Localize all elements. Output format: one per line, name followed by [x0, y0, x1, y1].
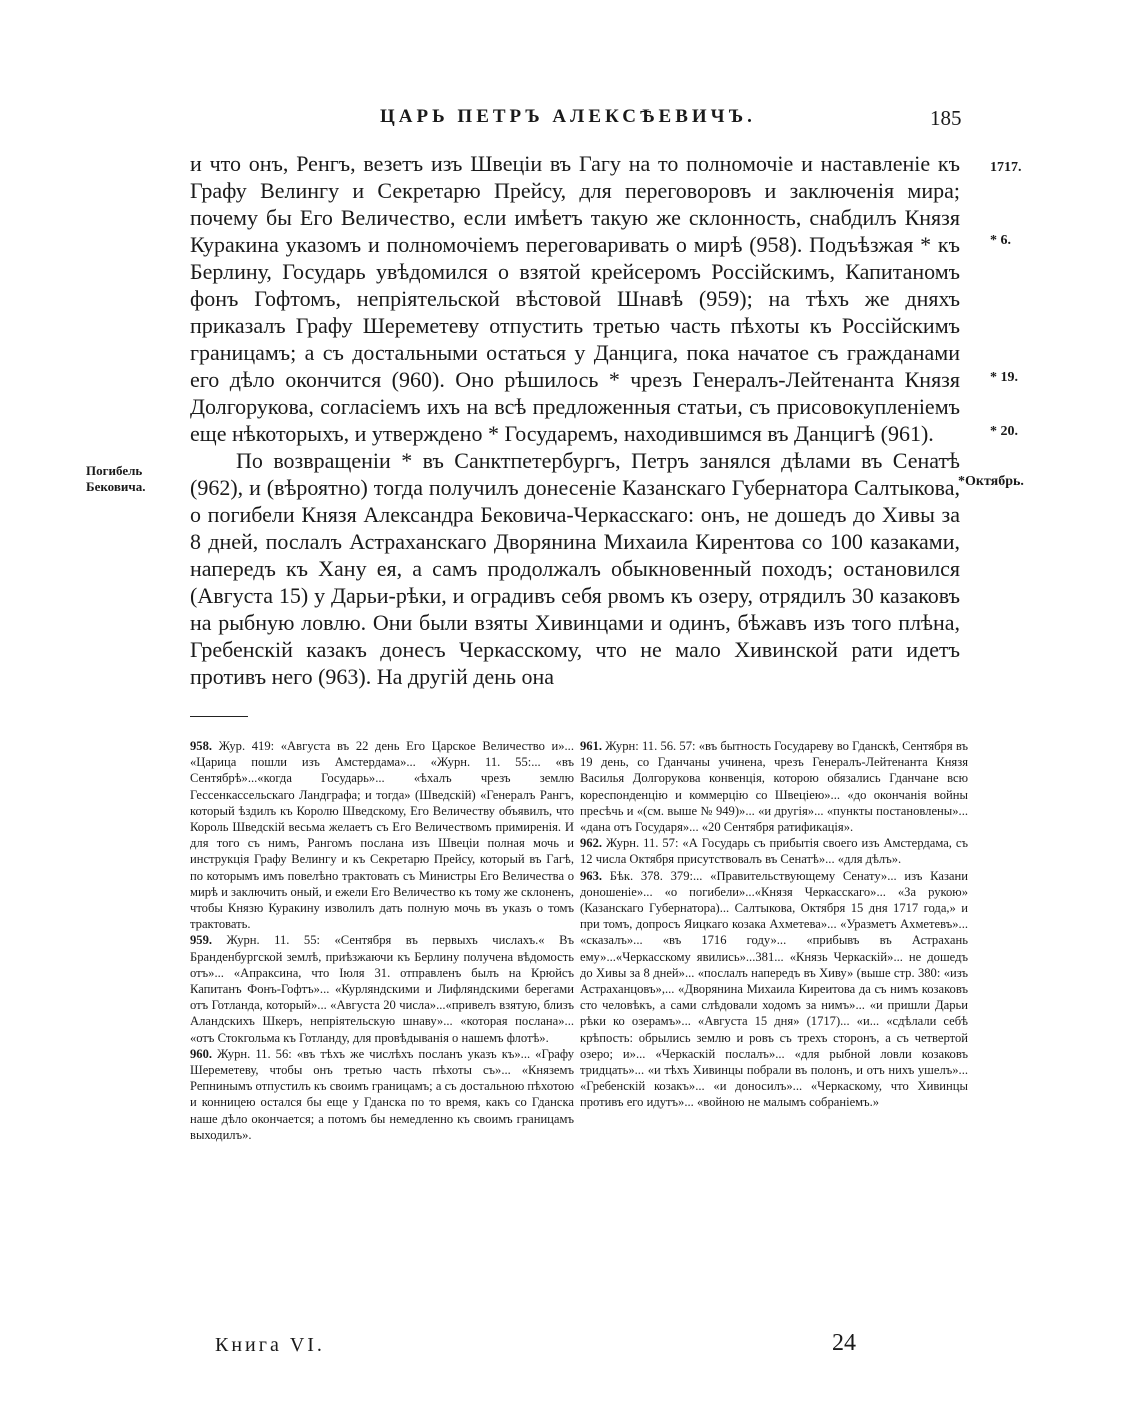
page-number: 185: [930, 106, 962, 130]
footnote-text: Журн. 11. 57: «А Государь съ прибытiя своего изъ Амстердама, съ 12 числа Октября присутствовалъ въ Сенатѣ»... «для дѣлъ».: [580, 836, 969, 867]
footnote-text: Журн. 11. 55: «Сентября въ первыхъ числахъ.« Въ Бранденбургской землѣ, приѣзжаючи къ Берлину получена вѣдомость отъ»... «Апраксина, что Iюля 31. отправленъ былъ на Крюйсъ Капитанъ Фонъ-Гофтъ»... «Курляндскими и Лифляндскими берегами отъ Готланда, который»... «Августа 20 числа»...«привелъ взятую, близъ Аландскихъ Шкеръ, непрiятельскую шнаву»... «которая послана»... «отъ Стокгольма къ Готланду, для провѣдыванiя о нашемъ флотѣ».: [190, 933, 574, 1045]
footnote: [190, 932, 574, 1045]
margin-note-year: 1717.: [990, 160, 1022, 175]
footnote-number: 959.: [190, 933, 213, 948]
footnotes-right-column: [580, 738, 968, 1111]
footnote-text: Жур. 419: «Августа въ 22 день Его Царское Величество и»... «Царица пошли изъ Амстердама»... «Журн. 11. 55:... «въ Сентябрѣ»...«когда Государь»... «ѣхалъ чрезъ землю Гессенкассельскаго Ландграфа; и тогда» (Шведскiй) «Генералъ Рангъ, который ѣздилъ къ Королю Шведскому, Его Величеству объявилъ, что Король Шведскiй весьма желаетъ съ Его Величествомъ примиренiя. И для того съ нимъ, Рангомъ послана изъ Швецiи полная мочь и инструкцiя Графу Велингу и къ Секретарю Прейсу, который въ Гагѣ, по которымъ имъ повелѣно трактовать съ Министры Его Величества о мирѣ и заключить оный, и ежели Его Величество къ тому же склоненъ, чтобы Князю Куракину изволилъ дать полную мочь въ указъ о томъ трактовать.: [190, 739, 574, 932]
footnote-text: Бѣк. 378. 379:... «Правительствующему Сенату»... изъ Казани доношенiе»... «о погибели»...«Князя Черкасскаго»... «За рукою» (Казанскаго Губернатора)... Салтыкова, Октября 15 дня 1717 года,» и при томъ, допросъ Яицкаго козака Ахметева»... «Уразметъ Ахметевъ»... «сказалъ»... «въ 1716 году»... «прибывъ въ Астрахань ему»...«Черкасскому явились»...381... «Князь Черкаскiй»... не дошедъ до Хивы за 8 дней»... «послалъ напередъ въ Хиву» (выше стр. 380: «изъ Астраханцовъ»,... «Дворянина Михаила Киреитова да съ нимъ козаковъ сто человѣкъ, а сами слѣдовали ходомъ за нимъ»... «и пришли Дарьи рѣки ко озерамъ»... «Августа 15 дня» (1717)... «и... «сдѣлали себѣ крѣпость: обрылись землю и ровъ съ трехъ сторонъ, а съ четвертой озеро; и»... «Черкаскiй послалъ»... «для рыбной ловли козаковъ тридцать»... «и тѣхъ Хивинцы побрали въ полонъ, и отъ нихъ ушелъ»... «Гребенскiй козакъ»... «и доносилъ»... «Черкаскому, что Хивинцы противъ его идутъ»... «войною не малымъ собранiемъ.»: [580, 868, 968, 1110]
side-heading: Погибель Бековича.: [86, 463, 146, 494]
footnote-text: Журн: 11. 56. 57: «въ бытность Государеву во Гданскѣ, Сентября въ 19 день, со Гданчаны учинена, чрезъ Генералъ-Лейтенанта Князя Василья Долгорукова конвенцiя, которою обязались Гданчане всю кореспонденцiю и коммерцiю со Швецiею»... «до окончанiя войны пресѣчь и «(см. выше № 949)»... «и другiя»... «пункты постановлены»... «дана отъ Государя»... «20 Сентября ратификацiя».: [580, 739, 968, 835]
footnote-number: 961.: [580, 739, 603, 753]
footnote-number: 963.: [580, 868, 603, 883]
footnotes-left-column: [190, 738, 574, 1143]
footnote: [190, 738, 574, 932]
footnote: [580, 738, 968, 835]
footnote-number: 960.: [190, 1046, 213, 1061]
footnote: [580, 868, 968, 1111]
paragraph: и что онъ, Ренгъ, везетъ изъ Швецiи въ Гагу на то полномочiе и наставленiе къ Графу Велингу и Секретарю Прейсу, для переговоровъ и заключенiя мира; почему бы Его Величество, если имѣетъ такую же склонность, снабдилъ Князя Куракина указомъ и полномочiемъ переговаривать о мирѣ (958). Подъѣзжая * къ Берлину, Государь увѣдомился о взятой крейсеромъ Россiйскимъ, Капитаномъ фонъ Гофтомъ, непрiятельской вѣстовой Шнавѣ (959); на тѣхъ же дняхъ приказалъ Графу Шереметеву отпустить третью часть пѣхоты къ Россiйскимъ границамъ; а съ достальными остаться у Данцига, пока начатое съ гражданами его дѣло окончится (960). Оно рѣшилось * чрезъ Генералъ-Лейтенанта Князя Долгорукова, согласiемъ ихъ на всѣ предложенныя статьи, съ присовокупленiемъ еще нѣкоторыхъ, и утверждено * Государемъ, находившимся въ Данцигѣ (961).: [190, 151, 960, 446]
running-head: ЦАРЬ ПЕТРЪ АЛЕКСѢЕВИЧЪ.: [380, 106, 756, 127]
paragraph: По возвращенiи * въ Санктпетербургъ, Петръ занялся дѣлами въ Сенатѣ (962), и (вѣроятно) тогда получилъ донесенiе Казанскаго Губернатора Салтыкова, о погибели Князя Александра Бековича-Черкасскаго: онъ, не дошедъ до Хивы за 8 дней, послалъ Астраханскаго Дворянина Михаила Кирентова со 100 казаками, напередъ къ Хану ея, а самъ продолжалъ обыкновенный походъ; остановился (Августа 15) у Дарьи-рѣки, и оградивъ себя рвомъ къ озеру, отрядилъ 30 казаковъ на рыбную ловлю. Они были взяты Хивинцами и одинъ, бѣжавъ изъ того плѣна, Гребенскiй казакъ донесъ Черкасскому, что не мало Хивинской рати идетъ противъ него (963). На другiй день она: [190, 448, 960, 689]
signature-mark: Книга VI.: [215, 1334, 325, 1356]
footnote-text: Журн. 11. 56: «въ тѣхъ же числѣхъ посланъ указъ къ»... «Графу Шереметеву, чтобы онъ третью часть пѣхоты съ»... «Княземъ Репнинымъ отпустилъ къ своимъ границамъ; а съ достальною пѣхотою и конницею остался бы еще у Гданска по то время, какъ со Гданска наше дѣло окончается; а потомъ бы немедленно къ своимъ границамъ выходилъ».: [190, 1046, 574, 1142]
footnote-rule: [190, 716, 248, 717]
footnote-number: 958.: [190, 739, 213, 753]
margin-note-day-6: * 6.: [990, 233, 1011, 248]
footnote-number: 962.: [580, 836, 603, 851]
main-text: [190, 150, 960, 690]
margin-note-october: *Октябрь.: [958, 474, 1024, 489]
footnote: [580, 835, 968, 867]
margin-note-day-19: * 19.: [990, 370, 1018, 385]
margin-note-day-20: * 20.: [990, 424, 1018, 439]
footnote: [190, 1046, 574, 1143]
sheet-number: 24: [832, 1330, 856, 1356]
